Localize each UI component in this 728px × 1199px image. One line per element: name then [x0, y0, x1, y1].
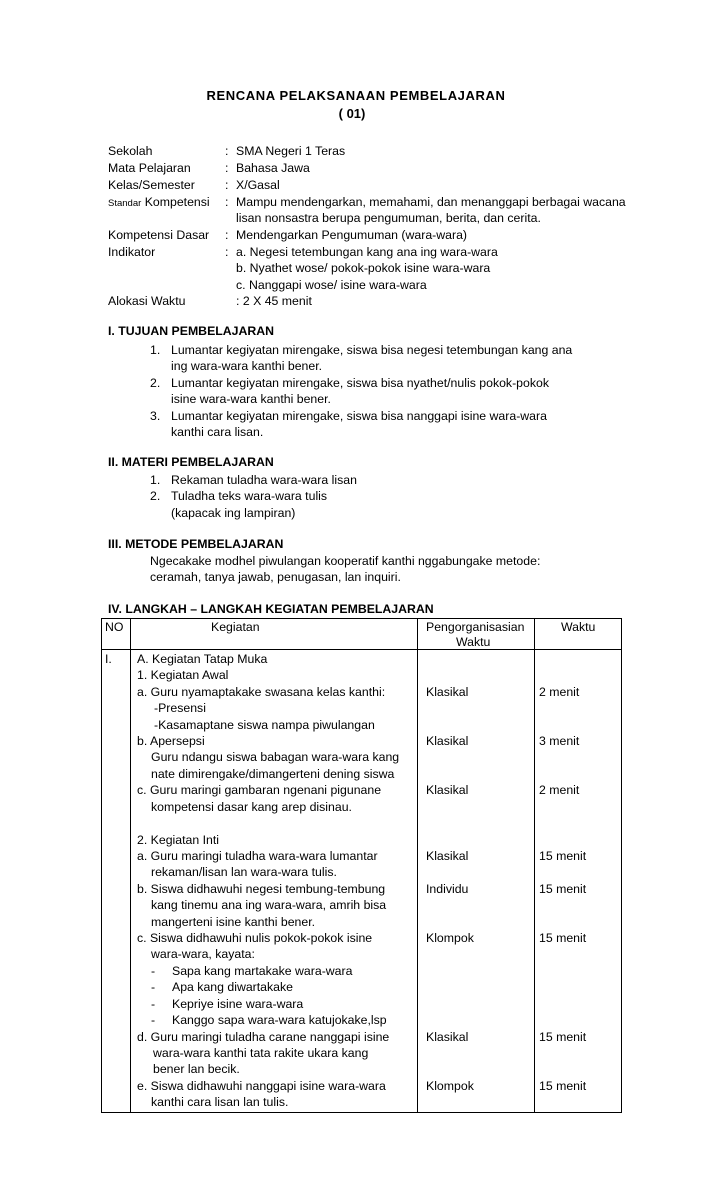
waktu-value: 15 menit	[539, 1030, 587, 1044]
header-kegiatan	[131, 619, 418, 650]
pengorganisasian-cell	[418, 650, 535, 1113]
kegiatan-line: wara-wara kanthi tata rakite ukara kang	[153, 1046, 369, 1060]
kegiatan-cell	[131, 650, 418, 1113]
kegiatan-line: Kepriye isine wara-wara	[172, 997, 304, 1011]
info-label-small: Standar	[108, 198, 142, 209]
kegiatan-line: c. Siswa didhawuhi nulis pokok-pokok isine	[137, 931, 373, 945]
kegiatan-line: rekaman/lisan lan wara-wara tulis.	[151, 865, 337, 879]
info-label: Kelas/Semester	[108, 178, 195, 192]
item-number: 3.	[150, 409, 161, 423]
header-org-label-cont: Waktu	[456, 635, 491, 649]
kegiatan-line: e. Siswa didhawuhi nanggapi isine wara-wara	[137, 1079, 386, 1093]
org-value: Klasikal	[426, 849, 469, 863]
kegiatan-bullet: -	[151, 997, 156, 1011]
steps-table	[101, 618, 622, 1113]
kegiatan-line: 1. Kegiatan Awal	[137, 668, 229, 682]
section-heading-materi: II. MATERI PEMBELAJARAN	[108, 455, 274, 469]
info-label: Mata Pelajaran	[108, 161, 191, 175]
steps-row-I	[102, 650, 622, 1113]
kegiatan-line: kanthi cara lisan lan tulis.	[151, 1095, 289, 1109]
item-text: Tuladha teks wara-wara tulis	[171, 489, 328, 503]
kegiatan-line: Kanggo sapa wara-wara katujokake,lsp	[172, 1013, 387, 1027]
info-label-main: Kompetensi	[144, 195, 210, 209]
info-colon: :	[225, 178, 229, 192]
item-text-cont: (kapacak ing lampiran)	[171, 506, 296, 520]
kegiatan-line: -Presensi	[154, 701, 206, 715]
item-number: 1.	[150, 343, 161, 357]
waktu-value: 15 menit	[539, 849, 587, 863]
header-waktu-label: Waktu	[561, 620, 596, 634]
kegiatan-line: a. Guru nyamaptakake swasana kelas kanthi:	[137, 685, 386, 699]
item-text-cont: ing wara-wara kanthi bener.	[171, 359, 323, 373]
metode-text: Ngecakake modhel piwulangan kooperatif kanthi nggabungake metode:	[150, 554, 541, 568]
kegiatan-line: a. Guru maringi tuladha wara-wara lumantar	[137, 849, 378, 863]
info-label: Indikator	[108, 245, 156, 259]
section-heading-langkah: IV. LANGKAH – LANGKAH KEGIATAN PEMBELAJARAN	[108, 602, 434, 616]
kegiatan-line: Sapa kang martakake wara-wara	[172, 964, 353, 978]
info-value-cont: lisan nonsastra berupa pengumuman, berita, dan cerita.	[236, 211, 541, 225]
kegiatan-line: b. Siswa didhawuhi negesi tembung-tembung	[137, 882, 386, 896]
document-title: RENCANA PELAKSANAAN PEMBELAJARAN	[206, 88, 506, 103]
item-text: Lumantar kegiyatan mirengake, siswa bisa nyathet/nulis pokok-pokok	[171, 376, 549, 390]
kegiatan-bullet: -	[151, 1013, 156, 1027]
item-text: Lumantar kegiyatan mirengake, siswa bisa nanggapi isine wara-wara	[171, 409, 547, 423]
item-number: 2.	[150, 489, 161, 503]
waktu-cell	[535, 650, 622, 1113]
header-no	[102, 619, 131, 650]
item-text: Rekaman tuladha wara-wara lisan	[171, 473, 357, 487]
waktu-value: 15 menit	[539, 931, 587, 945]
item-text-cont: isine wara-wara kanthi bener.	[171, 392, 331, 406]
info-label: Alokasi Waktu	[108, 294, 186, 308]
info-colon: :	[225, 161, 229, 175]
org-value: Klasikal	[426, 1030, 469, 1044]
info-value: : 2 X 45 menit	[236, 294, 312, 308]
section-heading-metode: III. METODE PEMBELAJARAN	[108, 537, 284, 551]
metode-text-cont: ceramah, tanya jawab, penugasan, lan inquiri.	[150, 570, 401, 584]
waktu-value: 15 menit	[539, 1079, 587, 1093]
row-no-cell	[102, 650, 131, 1113]
item-text: Lumantar kegiyatan mirengake, siswa bisa negesi tetembungan kang ana	[171, 343, 573, 357]
item-text-cont: kanthi cara lisan.	[171, 425, 264, 439]
info-colon: :	[225, 228, 229, 242]
item-number: 2.	[150, 376, 161, 390]
waktu-value: 2 menit	[539, 685, 580, 699]
row-no: I.	[105, 652, 112, 666]
org-value: Klompok	[426, 931, 474, 945]
header-org-label: Pengorganisasian	[426, 620, 525, 634]
kegiatan-line: c. Guru maringi gambaran ngenani pigunane	[137, 783, 382, 797]
info-value: Mendengarkan Pengumuman (wara-wara)	[236, 228, 468, 242]
info-value-cont: c. Nanggapi wose/ isine wara-wara	[236, 278, 427, 292]
header-waktu	[535, 619, 622, 650]
info-value: a. Negesi tetembungan kang ana ing wara-wara	[236, 245, 498, 259]
kegiatan-line: wara-wara, kayata:	[151, 947, 255, 961]
info-label	[108, 194, 210, 212]
kegiatan-line: mangerteni isine kanthi bener.	[151, 915, 316, 929]
info-colon: :	[225, 144, 229, 158]
section-heading-tujuan: I. TUJUAN PEMBELAJARAN	[108, 324, 275, 338]
kegiatan-line: -Kasamaptane siswa nampa piwulangan	[154, 718, 375, 732]
header-kegiatan-label: Kegiatan	[211, 620, 260, 634]
info-label: Kompetensi Dasar	[108, 228, 210, 242]
item-number: 1.	[150, 473, 161, 487]
waktu-value: 3 menit	[539, 734, 580, 748]
kegiatan-line: 2. Kegiatan Inti	[137, 833, 220, 847]
info-colon: :	[225, 195, 229, 209]
kegiatan-line: Apa kang diwartakake	[172, 980, 293, 994]
kegiatan-line: nate dimirengake/dimangerteni dening siswa	[151, 767, 395, 781]
info-value-cont: b. Nyathet wose/ pokok-pokok isine wara-wara	[236, 261, 491, 275]
org-value: Klasikal	[426, 783, 469, 797]
org-value: Klasikal	[426, 685, 469, 699]
org-value: Individu	[426, 882, 469, 896]
org-value: Klompok	[426, 1079, 474, 1093]
info-colon: :	[225, 245, 229, 259]
kegiatan-bullet: -	[151, 964, 156, 978]
header-no-label: NO	[105, 620, 124, 634]
kegiatan-line: Guru ndangu siswa babagan wara-wara kang	[151, 750, 400, 764]
kegiatan-line: A. Kegiatan Tatap Muka	[137, 652, 268, 666]
document-number: ( 01)	[338, 106, 366, 121]
kegiatan-line: bener lan becik.	[153, 1062, 240, 1076]
info-value: SMA Negeri 1 Teras	[236, 144, 346, 158]
kegiatan-bullet: -	[151, 980, 156, 994]
waktu-value: 15 menit	[539, 882, 587, 896]
kegiatan-line: kang tinemu ana ing wara-wara, amrih bisa	[151, 898, 387, 912]
info-value: Bahasa Jawa	[236, 161, 310, 175]
info-label: Sekolah	[108, 144, 153, 158]
info-value: Mampu mendengarkan, memahami, dan menanggapi berbagai wacana	[236, 195, 626, 209]
org-value: Klasikal	[426, 734, 469, 748]
steps-header-row	[102, 619, 622, 650]
kegiatan-line: kompetensi dasar kang arep disinau.	[151, 800, 352, 814]
info-value: X/Gasal	[236, 178, 280, 192]
kegiatan-line: d. Guru maringi tuladha carane nanggapi isine	[137, 1030, 390, 1044]
header-pengorganisasian	[418, 619, 535, 650]
kegiatan-line: b. Apersepsi	[137, 734, 205, 748]
waktu-value: 2 menit	[539, 783, 580, 797]
